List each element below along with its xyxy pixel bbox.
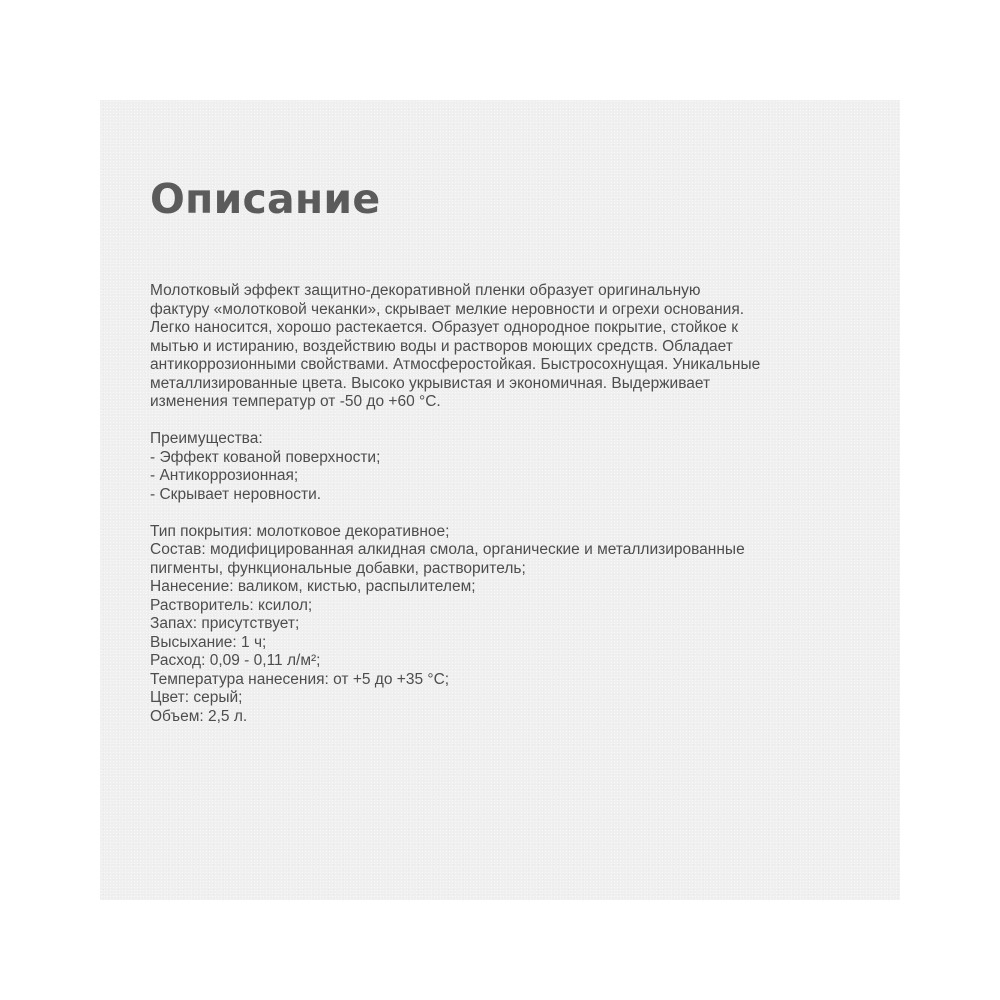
description-line: антикоррозионными свойствами. Атмосферостойкая. Быстросохнущая. Уникальные (150, 356, 761, 373)
spec-item: Тип покрытия: молотковое декоративное; (150, 522, 450, 540)
description-paragraph (150, 282, 870, 412)
spec-item: Нанесение: валиком, кистью, распылителем; (150, 578, 476, 595)
spec-item: Состав: модифицированная алкидная смола, органические и металлизированные (150, 541, 745, 558)
advantages-list (150, 430, 870, 504)
spec-item: Запах: присутствует; (150, 615, 300, 632)
spec-item: Цвет: серый; (150, 689, 243, 706)
paragraph-spacer (150, 412, 870, 431)
spec-item: Высыхание: 1 ч; (150, 633, 267, 651)
description-line: Легко наносится, хорошо растекается. Образует однородное покрытие, стойкое к (150, 319, 739, 336)
description-card (100, 100, 900, 900)
spec-item: пигменты, функциональные добавки, растворитель; (150, 559, 526, 577)
advantage-item: - Антикоррозионная; (150, 467, 299, 484)
description-line: Молотковый эффект защитно-декоративной пленки образует оригинальную (150, 282, 701, 299)
advantages-heading: Преимущества: (150, 430, 263, 447)
description-body (150, 282, 870, 726)
spec-item: Температура нанесения: от +5 до +35 °С; (150, 670, 450, 688)
specs-list (150, 523, 870, 727)
advantage-item: - Скрывает неровности. (150, 485, 322, 503)
description-line: металлизированные цвета. Высоко укрывистая и экономичная. Выдерживает (150, 374, 711, 392)
description-line: мытью и истиранию, воздействию воды и растворов моющих средств. Обладает (150, 337, 733, 355)
spec-item: Расход: 0,09 - 0,11 л/м²; (150, 652, 321, 669)
advantage-item: - Эффект кованой поверхности; (150, 448, 381, 466)
description-line: изменения температур от -50 до +60 °С. (150, 393, 441, 410)
spec-item: Объем: 2,5 л. (150, 707, 248, 725)
paragraph-spacer (150, 504, 870, 523)
description-line: фактуру «молотковой чеканки», скрывает мелкие неровности и огрехи основания. (150, 300, 745, 318)
page-title: Описание (150, 175, 381, 223)
spec-item: Растворитель: ксилол; (150, 596, 313, 614)
